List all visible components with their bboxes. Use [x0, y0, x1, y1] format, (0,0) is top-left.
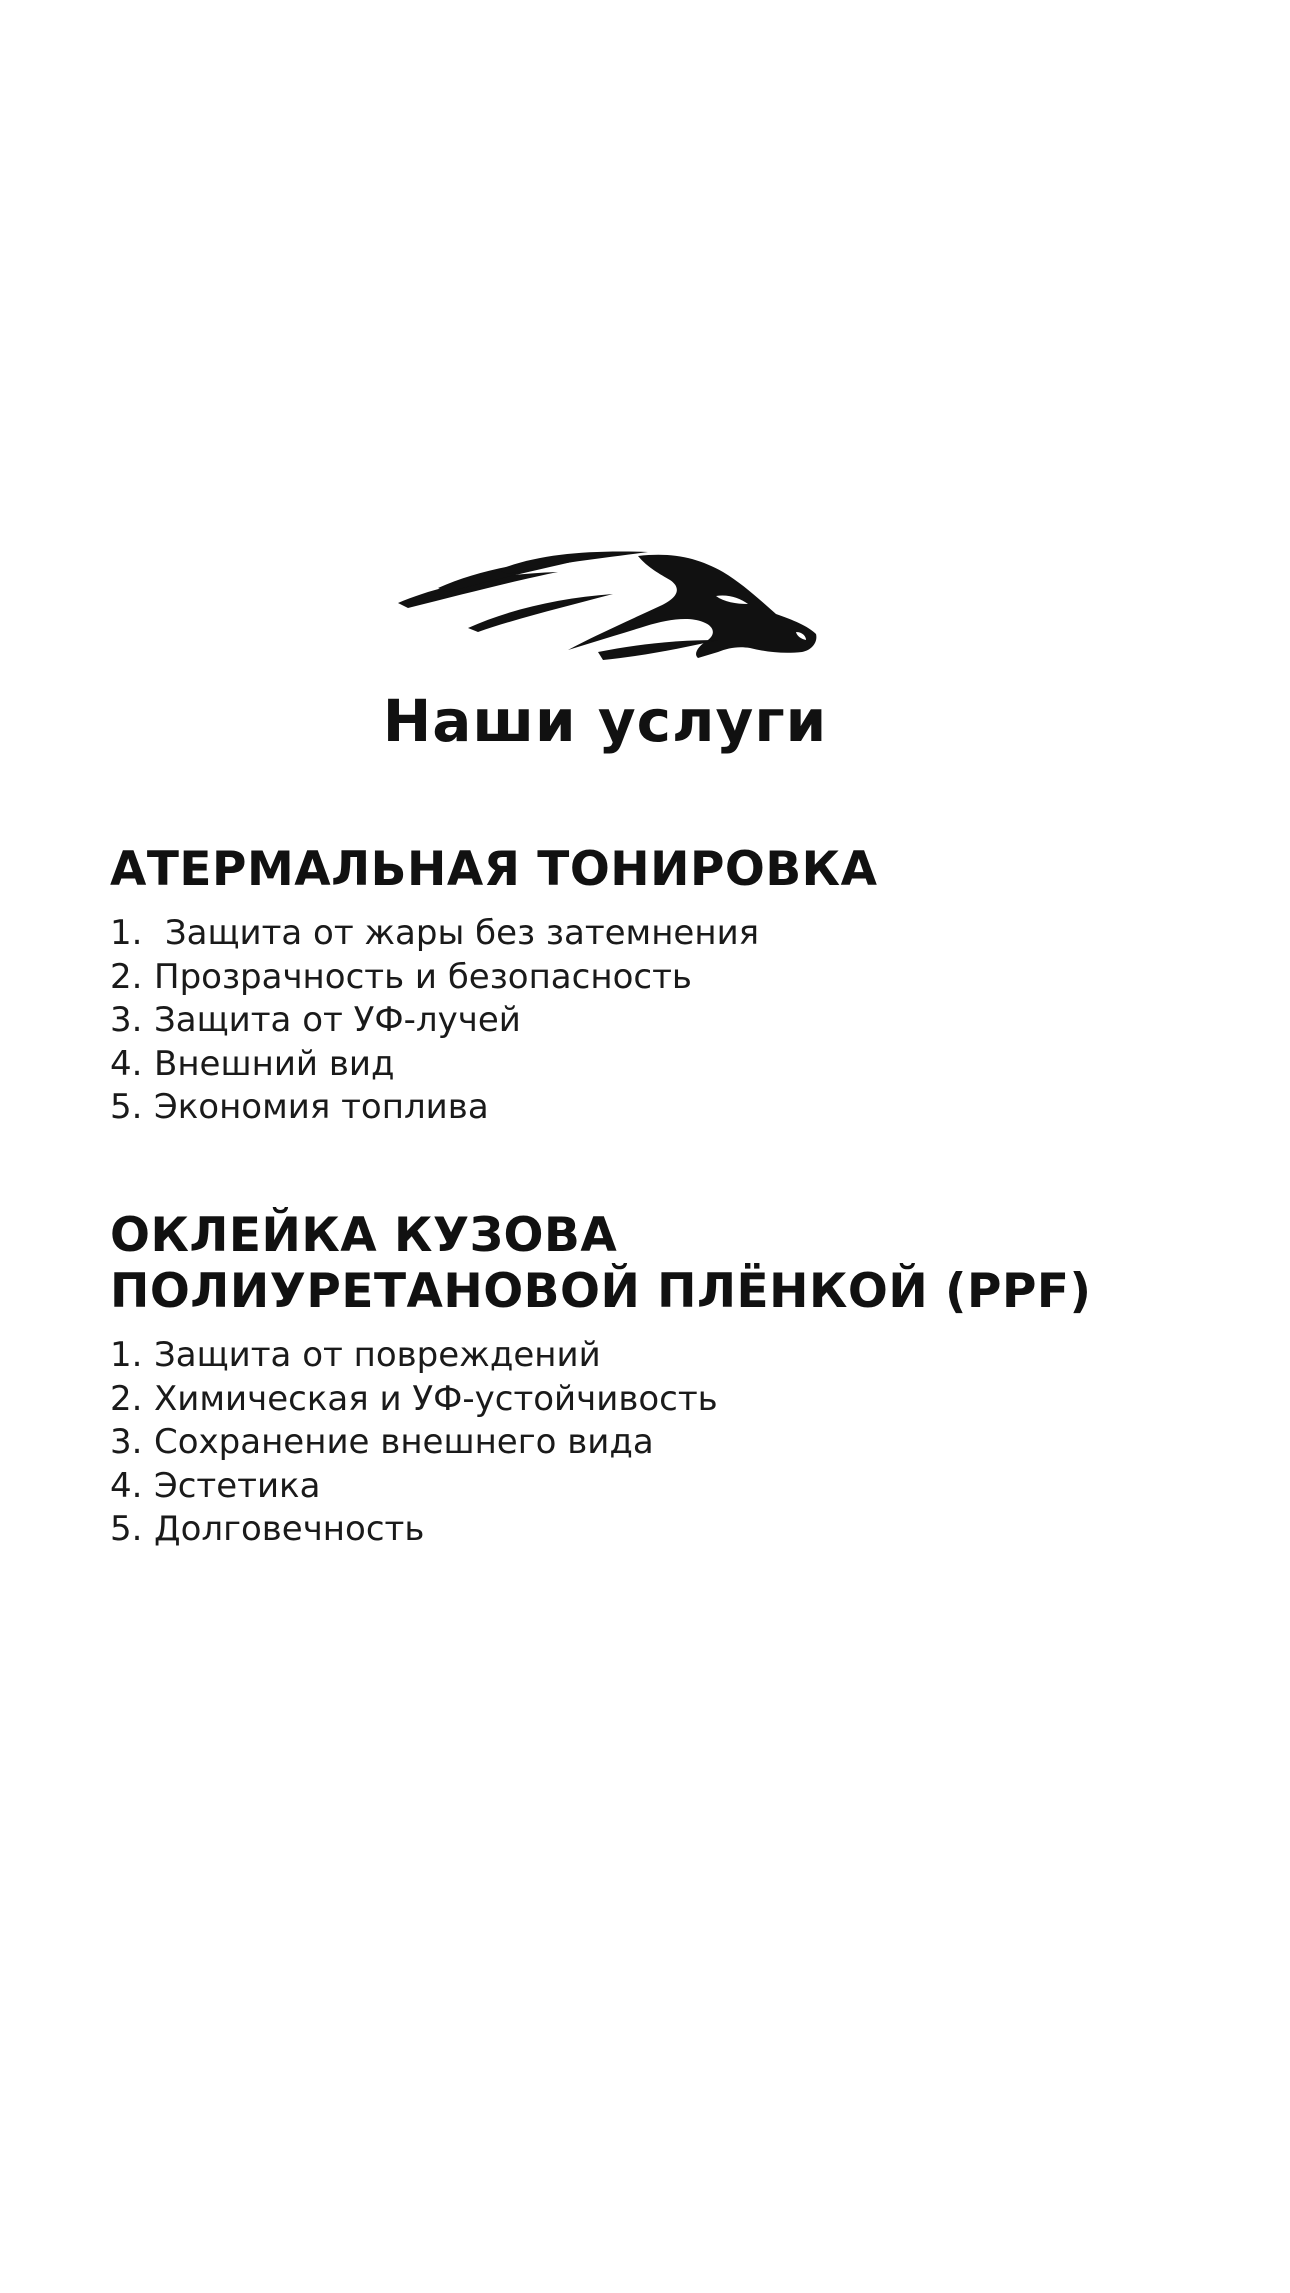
item-text: Эстетика — [154, 1465, 321, 1506]
section-athermal-tinting — [110, 842, 1210, 1130]
item-number: 5. — [110, 1087, 143, 1127]
item-text: Прозрачность и безопасность — [154, 956, 692, 997]
list-item — [110, 1508, 1210, 1552]
item-text: Экономия топлива — [154, 1087, 489, 1127]
list-item — [110, 1378, 1210, 1422]
item-number: 3. — [110, 1422, 143, 1462]
item-number: 1. — [110, 913, 143, 953]
item-text: Защита от УФ-лучей — [154, 1000, 521, 1040]
item-number: 4. — [110, 1465, 143, 1506]
item-text: Защита от повреждений — [154, 1335, 601, 1375]
item-text: Защита от жары без затемнения — [164, 913, 760, 953]
item-number: 3. — [110, 1000, 143, 1040]
benefits-list — [110, 912, 1210, 1130]
item-text: Сохранение внешнего вида — [154, 1422, 654, 1462]
list-item — [110, 912, 1210, 956]
list-item — [110, 1086, 1210, 1130]
section-ppf-wrapping — [110, 1208, 1210, 1552]
section-heading: ОКЛЕЙКА КУЗОВА ПОЛИУРЕТАНОВОЙ ПЛЁНКОЙ (PPF) — [110, 1208, 1092, 1319]
item-number: 1. — [110, 1335, 143, 1375]
list-item — [110, 1421, 1210, 1465]
list-item — [110, 999, 1210, 1043]
item-text: Долговечность — [154, 1509, 425, 1549]
page-title: Наши услуги — [382, 687, 828, 755]
section-heading: АТЕРМАЛЬНАЯ ТОНИРОВКА — [110, 842, 878, 897]
item-number: 5. — [110, 1509, 143, 1549]
item-number: 2. — [110, 1378, 143, 1419]
list-item — [110, 1043, 1210, 1087]
list-item — [110, 956, 1210, 1000]
list-item — [110, 1334, 1210, 1378]
item-text: Химическая и УФ-устойчивость — [154, 1378, 718, 1419]
list-item — [110, 1465, 1210, 1509]
horse-head-logo-icon — [398, 548, 818, 668]
benefits-list — [110, 1334, 1210, 1552]
item-number: 4. — [110, 1043, 143, 1084]
item-text: Внешний вид — [154, 1043, 395, 1084]
item-number: 2. — [110, 956, 143, 997]
